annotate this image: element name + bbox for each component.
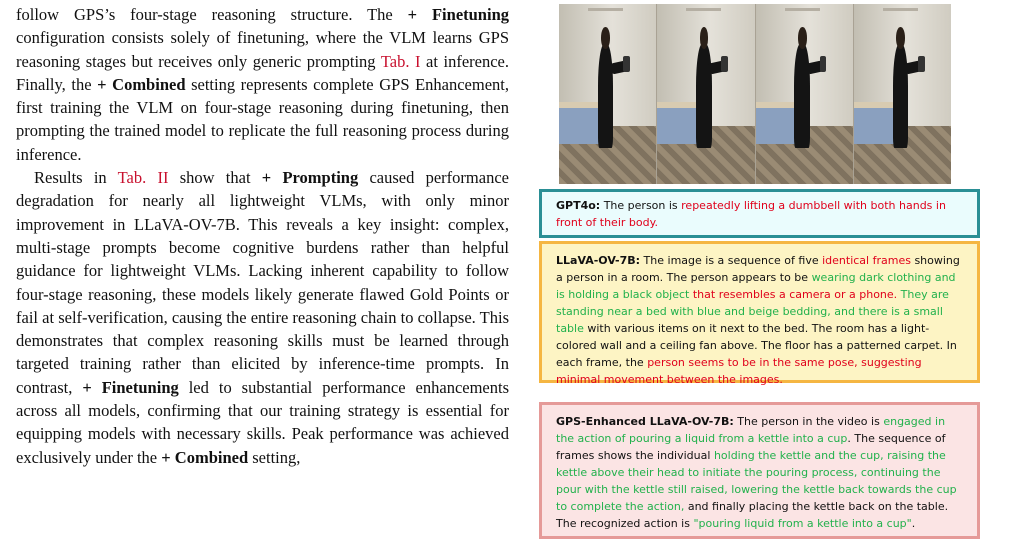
video-frame xyxy=(657,4,755,184)
incorrect-text: repeatedly lifting a dumbbell with both hands in front of their body. xyxy=(556,199,946,229)
incorrect-text: person seems to be in the same pose, suggesting minimal movement between the images. xyxy=(556,356,922,386)
text-span: setting represents complete GPS Enhancement, first training the VLM on four-stage reasoning during finetuning, then prompting the trained model to replicate the full reasoning process during inference. xyxy=(16,74,510,164)
video-frame xyxy=(756,4,854,184)
correct-text: holding the kettle and the cup, raising the kettle above their head to initiate the pouring process, continuing the pour with the kettle still raised, lowering the kettle back towards the cup to complete the action, xyxy=(556,449,957,513)
gpt4o-response-box xyxy=(539,189,980,238)
video-frame xyxy=(559,4,657,184)
paper-text-column xyxy=(16,3,509,469)
paragraph-config xyxy=(16,3,509,166)
response-text: . xyxy=(911,517,916,530)
response-text: showing a person in a room. The person appears to be xyxy=(556,254,960,284)
text-span: show that xyxy=(168,168,262,188)
model-label: GPT4o: xyxy=(556,199,601,212)
response-text: . The sequence of frames shows the individual xyxy=(556,432,946,462)
table-reference-link[interactable]: Tab. I xyxy=(380,51,421,71)
table-reference-link[interactable]: Tab. II xyxy=(117,168,169,188)
figure-column xyxy=(526,0,1020,546)
text-span: caused performance degradation for nearly all lightweight VLMs, with only minor improvement in LLaVA-OV-7B. This reveals a key insight: complex, multi-stage prompts become cognitive burdens rather than helpful guidance for lightweight VLMs. Lacking inherent capability to follow four-stage reasoning, these models likely generate flawed Gold Points or fail at self-verification, causing the entire reasoning chain to collapse. This demonstrates that complex reasoning skills must be learned through targeted training rather than elicited by inference-time prompts. In contrast, xyxy=(16,168,509,397)
correct-text: wearing dark clothing and is holding a black object xyxy=(556,271,956,301)
llava-response-box xyxy=(539,241,980,386)
response-text: with various items on it next to the bed. The room has a light-colored wall and a ceiling fan above. The floor has a patterned carpet. In each frame, the xyxy=(556,322,957,369)
correct-text: They are standing near a bed with blue and beige bedding, and there is a small table xyxy=(556,288,949,335)
bold-term-combined: + Combined xyxy=(161,447,249,467)
bold-term-finetuning: + Finetuning xyxy=(82,377,179,397)
video-frame xyxy=(854,4,951,184)
bold-term-finetuning: + Finetuning xyxy=(407,5,509,24)
model-label: GPS-Enhanced LLaVA-OV-7B: xyxy=(556,415,734,428)
correct-text: "pouring liquid from a kettle into a cup" xyxy=(693,517,912,530)
response-text: and finally placing the kettle back on the table. The recognized action is xyxy=(556,500,949,530)
paragraph-results xyxy=(16,166,509,469)
model-label: LLaVA-OV-7B: xyxy=(556,254,641,267)
text-span: led to substantial performance enhancements across all models, confirming that our training strategy is essential for equipping models with necessary skills. Peak performance was achieved exclusively under the xyxy=(16,377,510,467)
text-span: Results in xyxy=(34,168,118,188)
correct-text: engaged in the action of pouring a liquid from a kettle into a cup xyxy=(556,415,946,445)
bold-term-prompting: + Prompting xyxy=(261,168,359,188)
text-span: at inference. Finally, the xyxy=(16,51,510,94)
response-text: The person is xyxy=(600,199,682,212)
gps-response-box xyxy=(539,402,980,539)
text-span: configuration consists solely of finetuning, where the VLM learns GPS reasoning stages but receives only generic prompting xyxy=(16,28,509,71)
incorrect-text: that resembles a camera or a phone. xyxy=(689,288,898,301)
incorrect-text: identical frames xyxy=(822,254,911,267)
response-text: The image is a sequence of five xyxy=(640,254,823,267)
bold-term-combined: + Combined xyxy=(97,74,186,94)
response-text: The person in the video is xyxy=(733,415,884,428)
text-span: setting, xyxy=(248,447,301,467)
video-frame-strip xyxy=(559,4,951,184)
text-span: follow GPS’s four-stage reasoning structure. The xyxy=(16,5,408,24)
